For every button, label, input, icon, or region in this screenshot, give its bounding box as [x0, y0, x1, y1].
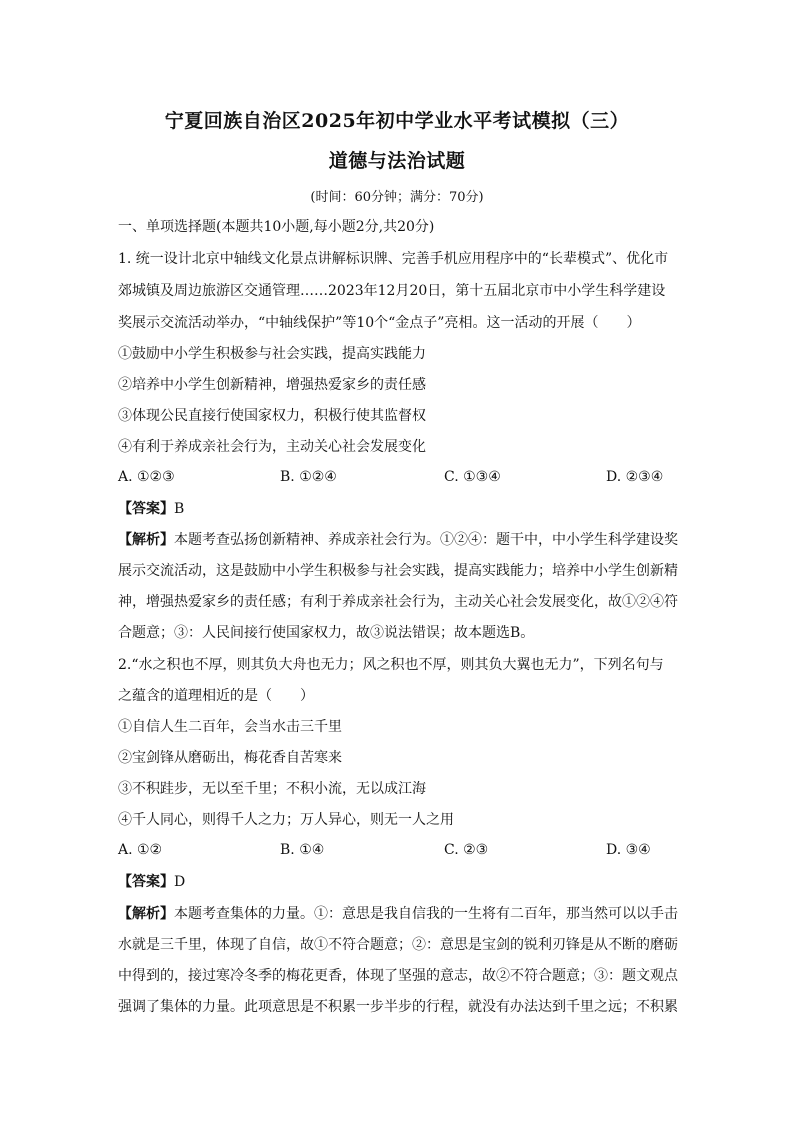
q2-answer — [118, 873, 678, 891]
answer-value: B — [174, 501, 185, 517]
q2-option-d: D. ③④ — [606, 842, 651, 858]
q2-option-c: C. ②③ — [444, 842, 489, 858]
q1-stem-line: 郊城镇及周边旅游区交通管理……2023年12月20日，第十五届北京市中小学生科学建设 — [118, 283, 666, 299]
exam-title: 宁夏回族自治区2025年初中学业水平考试模拟（三） — [164, 110, 630, 132]
q1-option-c: C. ①③④ — [444, 469, 501, 485]
q2-option-b: B. ①④ — [280, 842, 325, 858]
q1-option-a: A. ①②③ — [118, 469, 175, 485]
section-heading: 一、单项选择题(本题共10小题,每小题2分,共20分) — [118, 219, 435, 235]
q2-item: ②宝剑锋从磨砺出，梅花香自苦寒来 — [118, 750, 342, 766]
q1-item: ③体现公民直接行使国家权力，积极行使其监督权 — [118, 408, 426, 424]
q1-item: ④有利于养成亲社会行为，主动关心社会发展变化 — [118, 439, 426, 455]
analysis-label: 【解析】 — [118, 532, 174, 548]
q2-analysis-line — [118, 905, 678, 923]
q1-answer — [118, 500, 678, 518]
answer-value: D — [174, 874, 186, 890]
q2-analysis-line: 水就是三千里，体现了自信，故①不符合题意；②：意思是宝剑的锐利刃锋是从不断的磨砺 — [118, 937, 678, 953]
q1-item: ①鼓励中小学生积极参与社会实践，提高实践能力 — [118, 346, 426, 362]
q2-stem-line: 2.“水之积也不厚，则其负大舟也无力；风之积也不厚，则其负大翼也无力”，下列名句与 — [118, 657, 664, 673]
answer-label: 【答案】 — [118, 501, 174, 517]
exam-time-info: (时间：60分钟；满分：70分) — [310, 190, 484, 205]
q1-analysis-line: 神，增强热爱家乡的责任感；有利于养成亲社会行为，主动关心社会发展变化，故①②④符 — [118, 594, 678, 610]
q1-option-d: D. ②③④ — [606, 469, 664, 485]
q1-item: ②培养中小学生创新精神，增强热爱家乡的责任感 — [118, 377, 426, 393]
q1-stem-line: 奖展示交流活动举办，“中轴线保护”等10个“金点子”亮相。这一活动的开展（ ） — [118, 315, 641, 331]
q1-option-b: B. ①②④ — [280, 469, 337, 485]
q1-options — [118, 469, 678, 487]
analysis-text: 本题考查集体的力量。①：意思是我自信我的一生将有二百年，那当然可以以手击 — [174, 906, 678, 922]
exam-subject: 道德与法治试题 — [328, 150, 466, 172]
answer-label: 【答案】 — [118, 874, 174, 890]
q2-stem-line: 之蕴含的道理相近的是（ ） — [118, 688, 314, 704]
q2-options — [118, 842, 678, 860]
q2-item: ③不积跬步，无以至千里；不积小流，无以成江海 — [118, 781, 426, 797]
q1-analysis-line: 合题意；③：人民间接行使国家权力，故③说法错误；故本题选B。 — [118, 625, 535, 641]
q2-option-a: A. ①② — [118, 842, 163, 858]
q2-item: ①自信人生二百年，会当水击三千里 — [118, 719, 342, 735]
q2-analysis-line: 强调了集体的力量。此项意思是不积累一步半步的行程，就没有办法达到千里之远；不积累 — [118, 999, 678, 1015]
q1-analysis-line — [118, 531, 678, 549]
q1-analysis-line: 展示交流活动，这是鼓励中小学生积极参与社会实践，提高实践能力；培养中小学生创新精 — [118, 563, 678, 579]
analysis-label: 【解析】 — [118, 906, 174, 922]
q2-analysis-line: 中得到的，接过寒冷冬季的梅花更香，体现了坚强的意志，故②不符合题意；③：题文观点 — [118, 968, 678, 984]
q2-item: ④千人同心，则得千人之力；万人异心，则无一人之用 — [118, 812, 454, 828]
q1-stem-line: 1. 统一设计北京中轴线文化景点讲解标识牌、完善手机应用程序中的“长辈模式”、优化市 — [118, 251, 669, 267]
analysis-text: 本题考查弘扬创新精神、养成亲社会行为。①②④：题干中，中小学生科学建设奖 — [174, 532, 678, 548]
